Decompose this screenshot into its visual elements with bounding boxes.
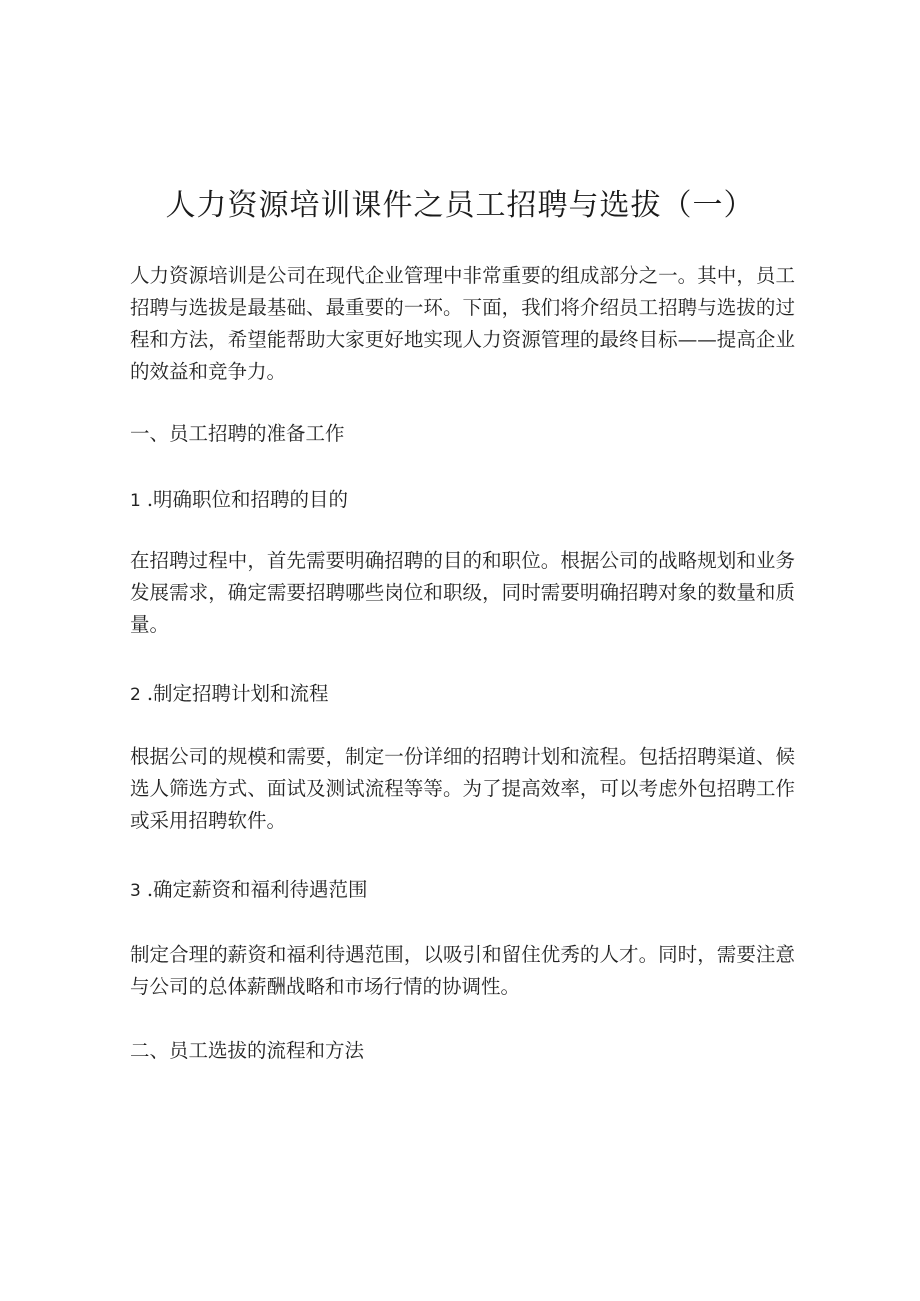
item-2-number: 2: [130, 685, 141, 705]
item-1-number: 1: [130, 491, 141, 511]
item-2-heading: [130, 678, 795, 711]
item-1-heading: [130, 484, 795, 517]
item-2-paragraph: 根据公司的规模和需要，制定一份详细的招聘计划和流程。包括招聘渠道、候选人筛选方式、面试及测试流程等等。为了提高效率，可以考虑外包招聘工作或采用招聘软件。: [130, 745, 795, 832]
item-3-paragraph: 制定合理的薪资和福利待遇范围，以吸引和留住优秀的人才。同时，需要注意与公司的总体薪酬战略和市场行情的协调性。: [130, 943, 795, 998]
section-1-heading: 一、员工招聘的准备工作: [130, 422, 345, 445]
item-3-heading: [130, 874, 795, 907]
item-2-title: .制定招聘计划和流程: [146, 682, 329, 705]
section-2-heading: 二、员工选拔的流程和方法: [130, 1039, 365, 1062]
item-3-number: 3: [130, 881, 141, 901]
item-3-title: .确定薪资和福利待遇范围: [146, 878, 368, 901]
document-title: 人力资源培训课件之员工招聘与选拔（一）: [165, 188, 755, 223]
item-1-title: .明确职位和招聘的目的: [146, 488, 349, 511]
item-1-paragraph: 在招聘过程中，首先需要明确招聘的目的和职位。根据公司的战略规划和业务发展需求，确定需要招聘哪些岗位和职级，同时需要明确招聘对象的数量和质量。: [130, 549, 795, 636]
intro-paragraph: 人力资源培训是公司在现代企业管理中非常重要的组成部分之一。其中，员工招聘与选拔是最基础、最重要的一环。下面，我们将介绍员工招聘与选拔的过程和方法，希望能帮助大家更好地实现人力资源管理的最终目标——提高企业的效益和竞争力。: [130, 264, 795, 383]
